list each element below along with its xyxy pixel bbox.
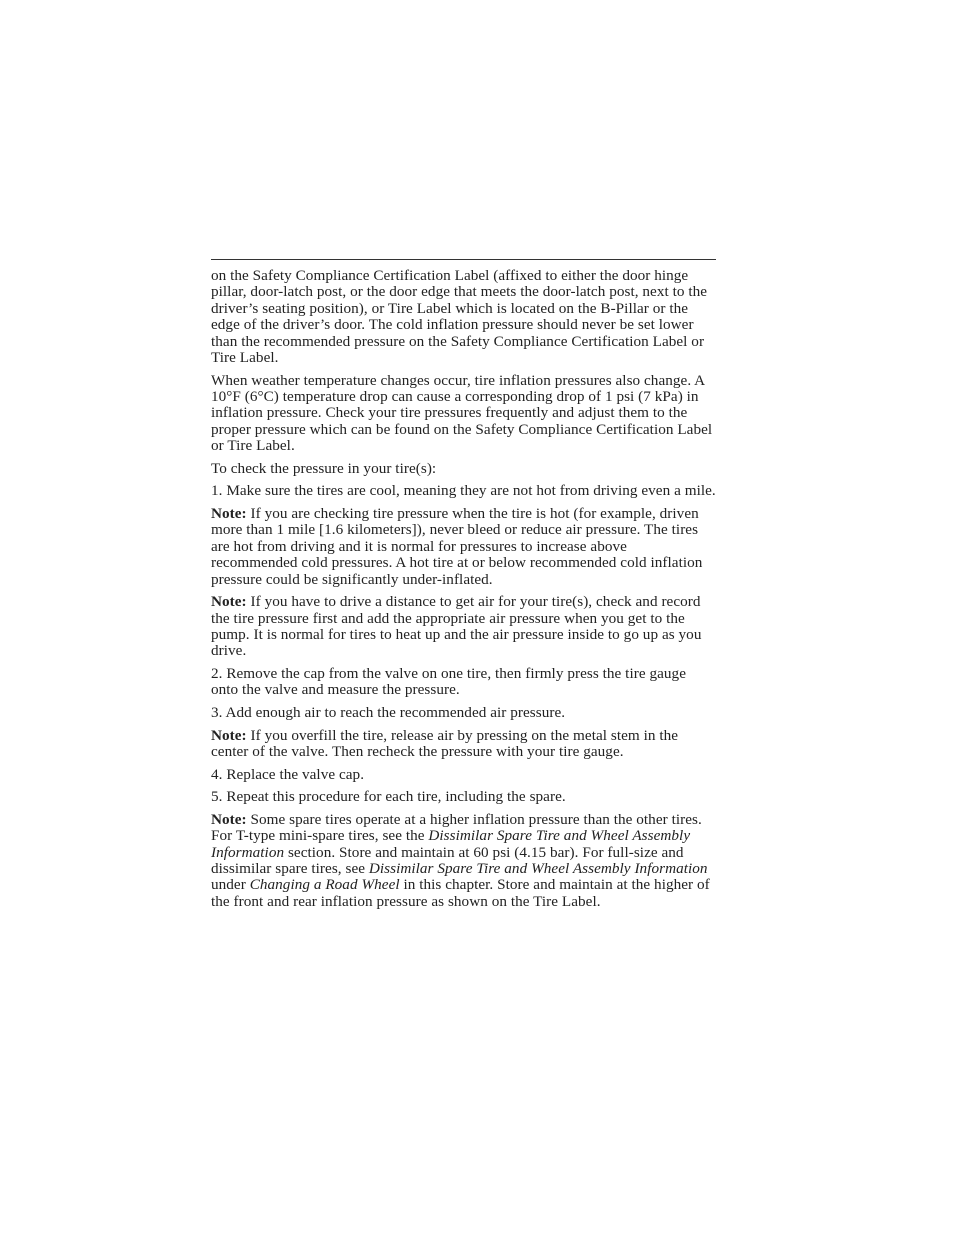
- paragraph-compliance-label: on the Safety Compliance Certification Label (affixed to either the door hinge pillar, door-latch post, or the door edge that meets the door-latch post, next to the driver’s seating position), or Tire Label which is located on the B-Pillar or the edge of the driver’s door. The cold inflation pressure should never be set lower than the recommended pressure on the Safety Compliance Certification Label or Tire Label.: [211, 267, 708, 367]
- note-overfill: [211, 728, 716, 761]
- note-text: under: [211, 876, 250, 894]
- step-2: 2. Remove the cap from the valve on one tire, then firmly press the tire gauge onto the valve and measure the pressure.: [211, 665, 686, 699]
- step-3: 3. Add enough air to reach the recommended air pressure.: [211, 704, 566, 722]
- step-5: 5. Repeat this procedure for each tire, including the spare.: [211, 788, 566, 806]
- header-rule: [211, 259, 716, 260]
- step-4: 4. Replace the valve cap.: [211, 765, 365, 783]
- cross-reference-dissimilar-spare: Dissimilar Spare Tire and Wheel Assembly Information: [368, 860, 708, 878]
- note-text: section. Store and maintain at 60 psi (4.15 bar). For full-size and dissimilar spare tires, see: [211, 843, 684, 878]
- step-1: 1. Make sure the tires are cool, meaning they are not hot from driving even a mile.: [211, 482, 716, 500]
- note-label: Note:: [211, 810, 247, 828]
- paragraph-check-intro: To check the pressure in your tire(s):: [211, 459, 437, 477]
- note-text: If you have to drive a distance to get air for your tire(s), check and record the tire pressure first and add the appropriate air pressure when you get to the pump. It is normal for tires to heat up and the air pressure inside to go up as you drive.: [211, 593, 702, 660]
- note-spare-tires: [211, 812, 716, 910]
- cross-reference-dissimilar-spare: Dissimilar Spare Tire and Wheel Assembly Information: [211, 827, 691, 861]
- note-text: Some spare tires operate at a higher inflation pressure than the other tires. For T-type mini-spare tires, see the: [211, 810, 702, 845]
- manual-page-body: [211, 268, 716, 916]
- note-label: Note:: [211, 505, 247, 523]
- note-label: Note:: [211, 593, 247, 611]
- paragraph-temperature-change: When weather temperature changes occur, tire inflation pressures also change. A 10°F (6°C) temperature drop can cause a corresponding drop of 1 psi (7 kPa) in inflation pressure. Check your tire pressures frequently and adjust them to the proper pressure which can be found on the Safety Compliance Certification Label or Tire Label.: [211, 371, 713, 455]
- note-text: If you are checking tire pressure when the tire is hot (for example, driven more than 1 mile [1.6 kilometers]), never bleed or reduce air pressure. The tires are hot from driving and it is normal for pressures to increase above recommended cold pressures. A hot tire at or below recommended cold inflation pressure could be significantly under-inflated.: [211, 505, 703, 588]
- note-text: If you overfill the tire, release air by pressing on the metal stem in the center of the valve. Then recheck the pressure with your tire gauge.: [211, 726, 679, 761]
- note-hot-tire: [211, 506, 716, 588]
- cross-reference-changing-wheel: Changing a Road Wheel: [249, 876, 400, 894]
- note-label: Note:: [211, 726, 247, 744]
- note-text: in this chapter. Store and maintain at the higher of the front and rear inflation pressure as shown on the Tire Label.: [211, 876, 710, 910]
- note-drive-for-air: [211, 594, 716, 660]
